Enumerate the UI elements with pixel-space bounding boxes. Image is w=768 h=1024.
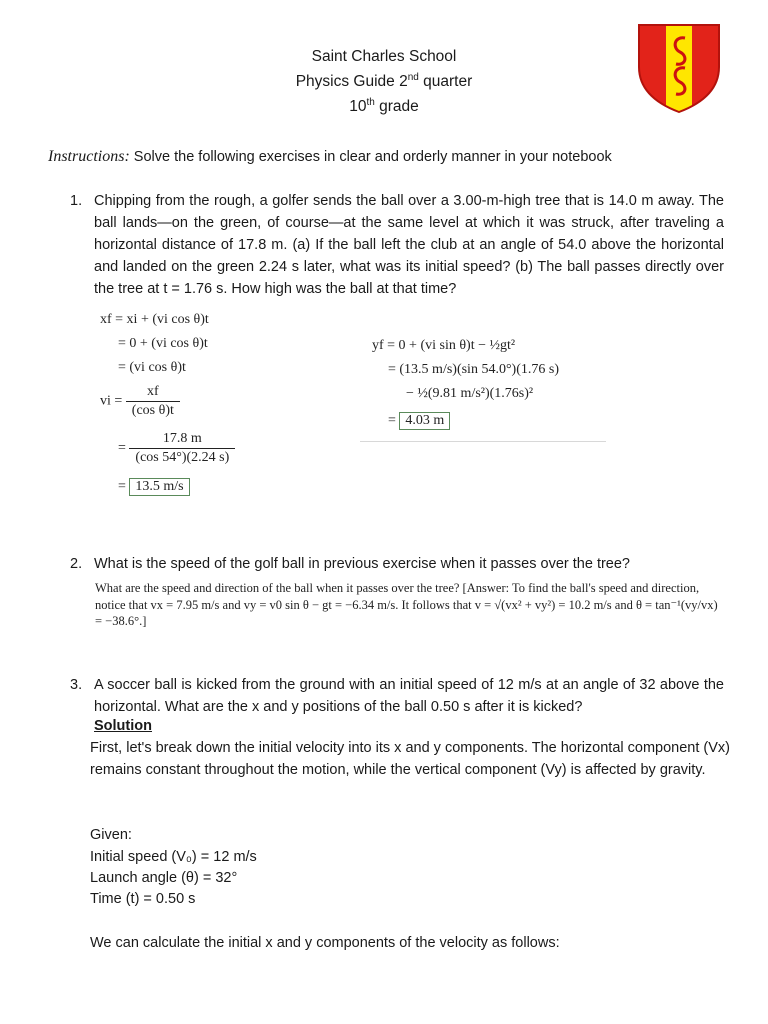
equation-line: = 0 + (vi cos θ)t xyxy=(118,336,208,351)
instructions xyxy=(48,148,612,166)
equation-line: = (13.5 m/s)(sin 54.0°)(1.76 s) xyxy=(388,362,559,377)
question-text: What is the speed of the golf ball in previous exercise when it passes over the tree? xyxy=(94,556,630,572)
question-2-answer: What are the speed and direction of the ball when it passes over the tree? [Answer: To find the ball's speed and direction, notice that vx = 7.95 m/s and vy = v0 sin θ − gt = −6.34 m/s. It follows that v = √(vx² + vy²) = 10.2 m/s and θ = tan⁻¹(vy/vx) = −38.6°.] xyxy=(95,581,718,628)
grade-title: 10th grade xyxy=(349,97,419,115)
solution-paragraph: First, let's break down the initial velocity into its x and y components. The horizontal component (Vx) remains constant throughout the motion, while the vertical component (Vy) is affected by gravity. xyxy=(90,740,730,778)
question-text: Chipping from the rough, a golfer sends the ball over a 3.00-m-high tree that is 14.0 m away. The ball lands—on the green, of course—at the same level at which it was struck, after traveling a horizontal distance of 17.8 m. (a) If the ball left the club at an angle of 54.0 above the horizontal and landed on the green 2.24 s later, what was its initial speed? (b) The ball passes directly over the tree at t = 1.76 s. How high was the ball at that time? xyxy=(94,193,724,297)
question-number: 3. xyxy=(70,677,83,693)
question-text: A soccer ball is kicked from the ground with an initial speed of 12 m/s at an angle of 32 above the horizontal. What are the x and y positions of the ball 0.50 s after it is kicked? xyxy=(94,677,724,715)
equation-result: = 13.5 m/s xyxy=(118,478,190,496)
solution-heading: Solution xyxy=(94,718,152,734)
equation-line: xf = xi + (vi cos θ)t xyxy=(100,312,209,327)
school-name: Saint Charles School xyxy=(311,48,457,65)
given-item: Time (t) = 0.50 s xyxy=(90,891,196,907)
school-crest-logo xyxy=(636,22,722,114)
question-number: 1. xyxy=(70,193,83,209)
guide-title: Physics Guide 2nd quarter xyxy=(295,72,473,90)
given-label: Given: xyxy=(90,827,132,843)
equation-line: yf = 0 + (vi sin θ)t − ½gt² xyxy=(372,338,516,353)
result-box: 4.03 m xyxy=(399,412,450,430)
given-item: Launch angle (θ) = 32° xyxy=(90,870,238,886)
solution-paragraph: We can calculate the initial x and y components of the velocity as follows: xyxy=(90,935,560,951)
result-box: 13.5 m/s xyxy=(129,478,189,496)
equation-fraction: vi = $\frac{xf}{\text{(cos θ)t}}$ xyxy=(100,383,180,420)
instructions-text: Solve the following exercises in clear and orderly manner in your notebook xyxy=(129,149,612,165)
equation-line: = (vi cos θ)t xyxy=(118,360,186,375)
equation-result: = 4.03 m xyxy=(388,412,450,430)
equation-line: − ½(9.81 m/s²)(1.76s)² xyxy=(406,386,534,401)
divider xyxy=(360,441,606,442)
instructions-label: Instructions: xyxy=(48,148,130,165)
given-item: Initial speed (V₀) = 12 m/s xyxy=(90,849,257,865)
equation-fraction: = $\frac{17.8 m}{(\cos 54^\circ)(2.24 s)}$ xyxy=(118,430,235,467)
question-number: 2. xyxy=(70,556,83,572)
